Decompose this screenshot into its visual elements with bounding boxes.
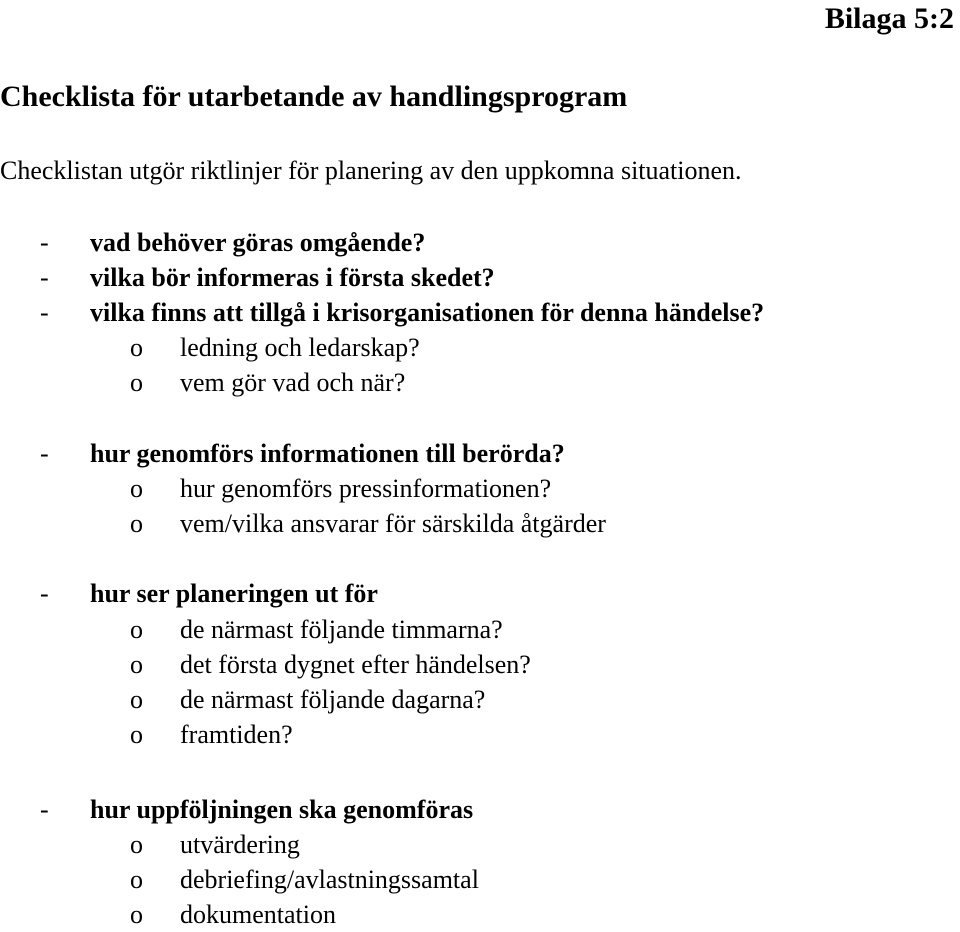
sub-list-item-text: dokumentation: [180, 900, 336, 929]
page-number: Bilaga 5:2: [824, 2, 954, 35]
list-item-text: hur ser planeringen ut för: [90, 579, 378, 608]
sub-list-item-text: utvärdering: [180, 830, 300, 859]
sub-list-item-text: det första dygnet efter händelsen?: [180, 650, 531, 679]
sub-list-item-text: ledning och ledarskap?: [180, 333, 420, 362]
circle-bullet: o: [130, 333, 143, 362]
dash-marker: -: [40, 439, 49, 468]
list-item-text: vad behöver göras omgående?: [90, 228, 426, 257]
sub-list-item-text: debriefing/avlastningssamtal: [180, 865, 479, 894]
circle-bullet: o: [130, 615, 143, 644]
circle-bullet: o: [130, 474, 143, 503]
intro-paragraph: Checklistan utgör riktlinjer för planering av den uppkomna situationen.: [0, 156, 742, 185]
dash-marker: -: [40, 795, 49, 824]
list-item-text: vilka finns att tillgå i krisorganisationen för denna händelse?: [90, 298, 765, 327]
dash-marker: -: [40, 228, 49, 257]
circle-bullet: o: [130, 865, 143, 894]
list-item-text: vilka bör informeras i första skedet?: [90, 263, 495, 292]
document-title: Checklista för utarbetande av handlingsprogram: [0, 80, 628, 113]
circle-bullet: o: [130, 685, 143, 714]
list-item-text: hur uppföljningen ska genomföras: [90, 795, 474, 824]
list-item-text: hur genomförs informationen till berörda?: [90, 439, 565, 468]
circle-bullet: o: [130, 900, 143, 929]
dash-marker: -: [40, 298, 49, 327]
dash-marker: -: [40, 263, 49, 292]
sub-list-item-text: framtiden?: [180, 720, 293, 749]
sub-list-item-text: hur genomförs pressinformationen?: [180, 474, 552, 503]
sub-list-item-text: de närmast följande dagarna?: [180, 685, 486, 714]
sub-list-item-text: de närmast följande timmarna?: [180, 615, 503, 644]
circle-bullet: o: [130, 830, 143, 859]
circle-bullet: o: [130, 509, 143, 538]
sub-list-item-text: vem gör vad och när?: [180, 368, 406, 397]
circle-bullet: o: [130, 368, 143, 397]
circle-bullet: o: [130, 650, 143, 679]
dash-marker: -: [40, 579, 49, 608]
circle-bullet: o: [130, 720, 143, 749]
sub-list-item-text: vem/vilka ansvarar för särskilda åtgärder: [180, 509, 606, 538]
